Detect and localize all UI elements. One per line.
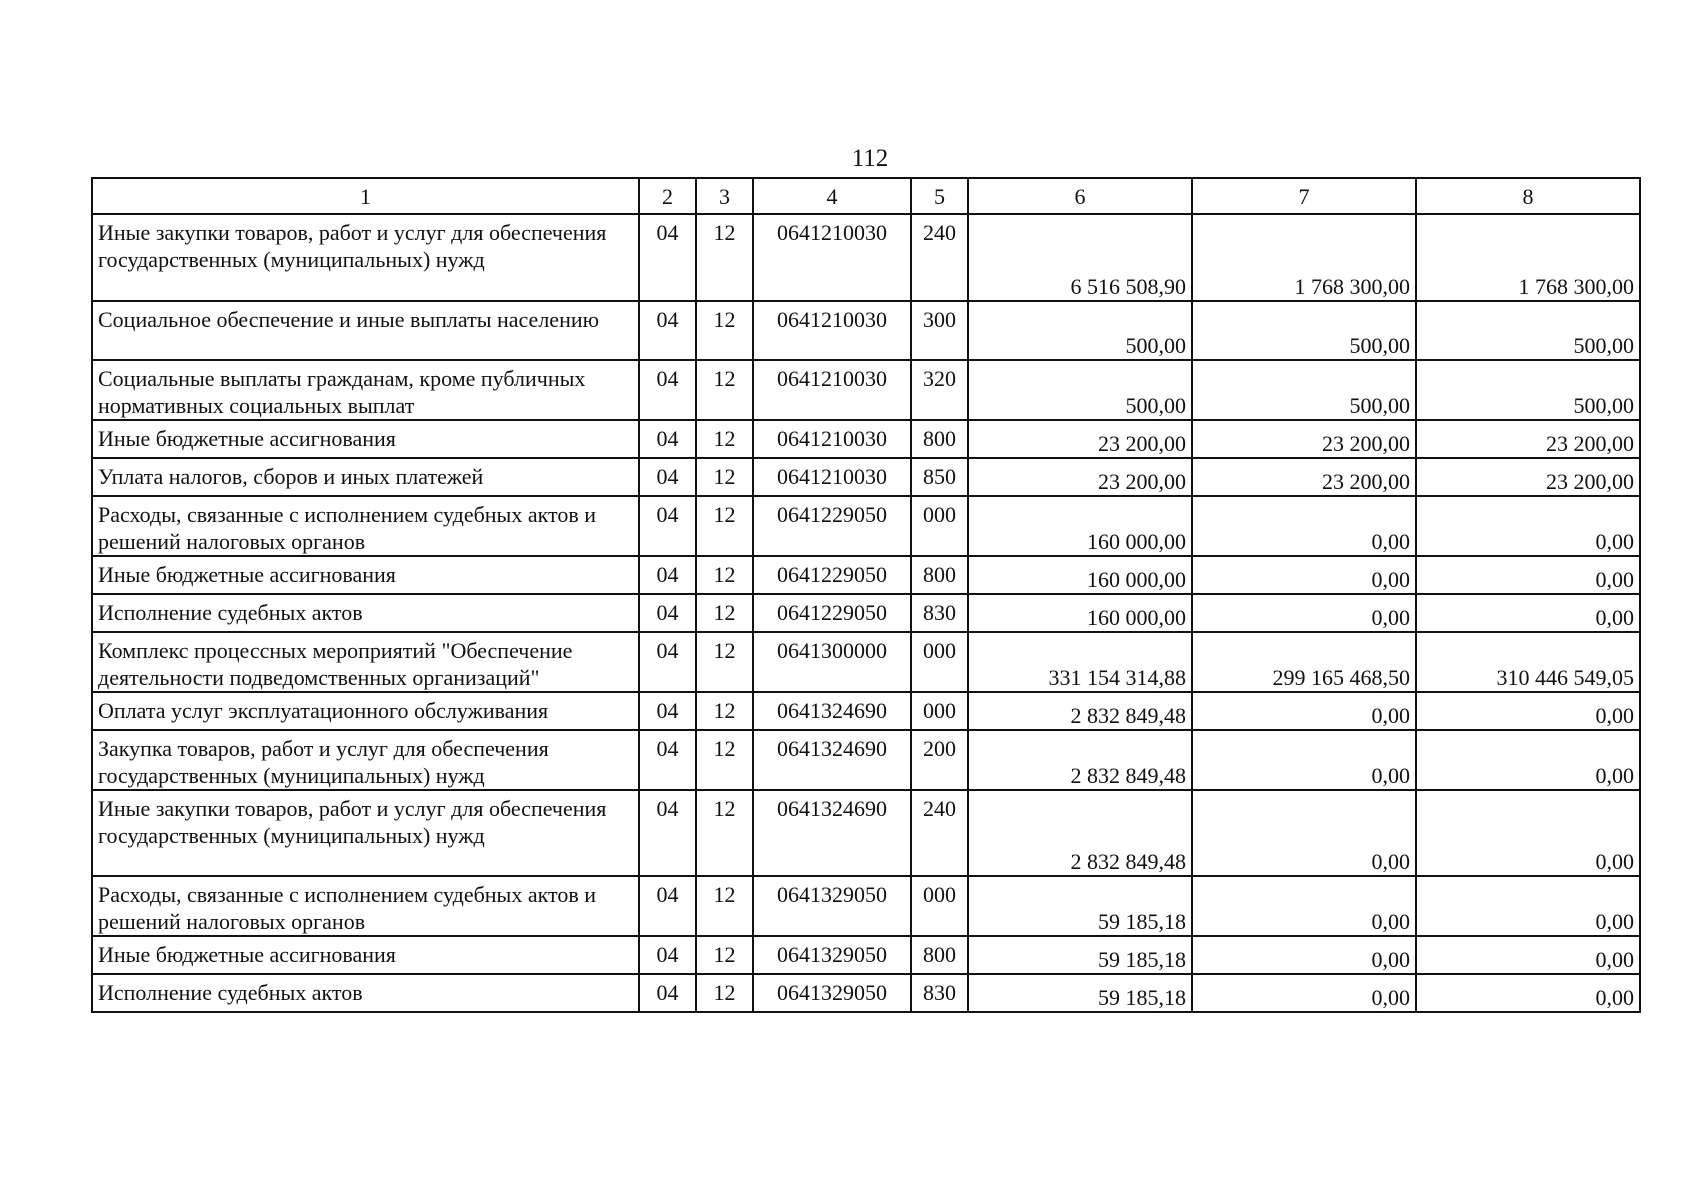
row-name: Иные бюджетные ассигнования <box>92 420 639 458</box>
amount-col8: 0,00 <box>1416 876 1640 936</box>
amount-col8: 1 768 300,00 <box>1416 214 1640 301</box>
row-name: Уплата налогов, сборов и иных платежей <box>92 458 639 496</box>
amount-col6: 2 832 849,48 <box>968 790 1192 876</box>
section-code: 04 <box>639 876 696 936</box>
row-name: Социальное обеспечение и иные выплаты населению <box>92 301 639 360</box>
row-name: Исполнение судебных актов <box>92 974 639 1012</box>
subsection-code: 12 <box>696 556 753 594</box>
column-header: 7 <box>1192 178 1416 214</box>
amount-col6: 500,00 <box>968 360 1192 420</box>
expense-type-code: 300 <box>911 301 968 360</box>
amount-col7: 0,00 <box>1192 556 1416 594</box>
amount-col6: 331 154 314,88 <box>968 632 1192 692</box>
expense-type-code: 850 <box>911 458 968 496</box>
target-article-code: 0641210030 <box>753 301 911 360</box>
target-article-code: 0641324690 <box>753 790 911 876</box>
subsection-code: 12 <box>696 632 753 692</box>
amount-col8: 0,00 <box>1416 594 1640 632</box>
section-code: 04 <box>639 360 696 420</box>
amount-col6: 59 185,18 <box>968 936 1192 974</box>
section-code: 04 <box>639 420 696 458</box>
section-code: 04 <box>639 556 696 594</box>
subsection-code: 12 <box>696 730 753 790</box>
target-article-code: 0641229050 <box>753 594 911 632</box>
expense-type-code: 200 <box>911 730 968 790</box>
amount-col8: 310 446 549,05 <box>1416 632 1640 692</box>
row-name: Расходы, связанные с исполнением судебных актов и решений налоговых органов <box>92 876 639 936</box>
row-name: Исполнение судебных актов <box>92 594 639 632</box>
amount-col8: 0,00 <box>1416 790 1640 876</box>
table-row <box>92 458 1640 496</box>
amount-col7: 500,00 <box>1192 301 1416 360</box>
amount-col7: 0,00 <box>1192 730 1416 790</box>
target-article-code: 0641210030 <box>753 420 911 458</box>
amount-col7: 0,00 <box>1192 790 1416 876</box>
section-code: 04 <box>639 496 696 556</box>
row-name: Иные бюджетные ассигнования <box>92 936 639 974</box>
amount-col7: 0,00 <box>1192 594 1416 632</box>
amount-col6: 160 000,00 <box>968 496 1192 556</box>
expense-type-code: 800 <box>911 556 968 594</box>
amount-col6: 59 185,18 <box>968 876 1192 936</box>
subsection-code: 12 <box>696 790 753 876</box>
table-row <box>92 876 1640 936</box>
amount-col6: 160 000,00 <box>968 556 1192 594</box>
row-name: Иные бюджетные ассигнования <box>92 556 639 594</box>
amount-col7: 0,00 <box>1192 496 1416 556</box>
table-row <box>92 420 1640 458</box>
target-article-code: 0641210030 <box>753 360 911 420</box>
section-code: 04 <box>639 974 696 1012</box>
expense-type-code: 000 <box>911 876 968 936</box>
amount-col8: 0,00 <box>1416 730 1640 790</box>
target-article-code: 0641329050 <box>753 936 911 974</box>
expense-type-code: 240 <box>911 214 968 301</box>
table-row <box>92 730 1640 790</box>
target-article-code: 0641329050 <box>753 876 911 936</box>
expense-type-code: 830 <box>911 594 968 632</box>
row-name: Закупка товаров, работ и услуг для обеспечения государственных (муниципальных) нужд <box>92 730 639 790</box>
expense-type-code: 240 <box>911 790 968 876</box>
column-header: 3 <box>696 178 753 214</box>
table-row <box>92 556 1640 594</box>
target-article-code: 0641329050 <box>753 974 911 1012</box>
subsection-code: 12 <box>696 876 753 936</box>
target-article-code: 0641229050 <box>753 496 911 556</box>
amount-col8: 500,00 <box>1416 360 1640 420</box>
amount-col8: 0,00 <box>1416 692 1640 730</box>
table-row <box>92 214 1640 301</box>
subsection-code: 12 <box>696 496 753 556</box>
subsection-code: 12 <box>696 936 753 974</box>
column-header: 1 <box>92 178 639 214</box>
row-name: Комплекс процессных мероприятий "Обеспечение деятельности подведомственных организаций" <box>92 632 639 692</box>
amount-col8: 0,00 <box>1416 936 1640 974</box>
amount-col8: 0,00 <box>1416 556 1640 594</box>
amount-col6: 23 200,00 <box>968 458 1192 496</box>
expense-type-code: 000 <box>911 632 968 692</box>
table-row <box>92 594 1640 632</box>
row-name: Оплата услуг эксплуатационного обслуживания <box>92 692 639 730</box>
expense-type-code: 800 <box>911 420 968 458</box>
amount-col7: 0,00 <box>1192 974 1416 1012</box>
amount-col8: 500,00 <box>1416 301 1640 360</box>
amount-col6: 160 000,00 <box>968 594 1192 632</box>
expense-type-code: 000 <box>911 692 968 730</box>
section-code: 04 <box>639 594 696 632</box>
expense-type-code: 000 <box>911 496 968 556</box>
table-header-row <box>92 178 1640 214</box>
amount-col7: 23 200,00 <box>1192 420 1416 458</box>
section-code: 04 <box>639 936 696 974</box>
row-name: Иные закупки товаров, работ и услуг для обеспечения государственных (муниципальных) нужд <box>92 790 639 876</box>
amount-col8: 0,00 <box>1416 974 1640 1012</box>
section-code: 04 <box>639 790 696 876</box>
amount-col7: 1 768 300,00 <box>1192 214 1416 301</box>
amount-col8: 23 200,00 <box>1416 458 1640 496</box>
table-row <box>92 632 1640 692</box>
section-code: 04 <box>639 632 696 692</box>
table-row <box>92 936 1640 974</box>
amount-col7: 299 165 468,50 <box>1192 632 1416 692</box>
amount-col7: 500,00 <box>1192 360 1416 420</box>
column-header: 4 <box>753 178 911 214</box>
page-number: 112 <box>851 145 889 172</box>
section-code: 04 <box>639 214 696 301</box>
subsection-code: 12 <box>696 692 753 730</box>
table-row <box>92 301 1640 360</box>
amount-col7: 0,00 <box>1192 936 1416 974</box>
target-article-code: 0641324690 <box>753 692 911 730</box>
amount-col6: 2 832 849,48 <box>968 692 1192 730</box>
table-row <box>92 974 1640 1012</box>
target-article-code: 0641229050 <box>753 556 911 594</box>
amount-col6: 500,00 <box>968 301 1192 360</box>
subsection-code: 12 <box>696 974 753 1012</box>
table-row <box>92 496 1640 556</box>
subsection-code: 12 <box>696 458 753 496</box>
expense-type-code: 830 <box>911 974 968 1012</box>
row-name: Иные закупки товаров, работ и услуг для обеспечения государственных (муниципальных) нужд <box>92 214 639 301</box>
table-row <box>92 360 1640 420</box>
section-code: 04 <box>639 692 696 730</box>
column-header: 8 <box>1416 178 1640 214</box>
subsection-code: 12 <box>696 360 753 420</box>
section-code: 04 <box>639 730 696 790</box>
subsection-code: 12 <box>696 594 753 632</box>
budget-table <box>91 177 1641 1013</box>
subsection-code: 12 <box>696 214 753 301</box>
table-row <box>92 790 1640 876</box>
amount-col6: 2 832 849,48 <box>968 730 1192 790</box>
target-article-code: 0641210030 <box>753 458 911 496</box>
column-header: 6 <box>968 178 1192 214</box>
subsection-code: 12 <box>696 420 753 458</box>
amount-col7: 0,00 <box>1192 876 1416 936</box>
row-name: Социальные выплаты гражданам, кроме публичных нормативных социальных выплат <box>92 360 639 420</box>
amount-col8: 23 200,00 <box>1416 420 1640 458</box>
amount-col6: 23 200,00 <box>968 420 1192 458</box>
amount-col7: 0,00 <box>1192 692 1416 730</box>
row-name: Расходы, связанные с исполнением судебных актов и решений налоговых органов <box>92 496 639 556</box>
column-header: 5 <box>911 178 968 214</box>
target-article-code: 0641300000 <box>753 632 911 692</box>
section-code: 04 <box>639 458 696 496</box>
column-header: 2 <box>639 178 696 214</box>
target-article-code: 0641324690 <box>753 730 911 790</box>
amount-col7: 23 200,00 <box>1192 458 1416 496</box>
target-article-code: 0641210030 <box>753 214 911 301</box>
amount-col6: 6 516 508,90 <box>968 214 1192 301</box>
subsection-code: 12 <box>696 301 753 360</box>
table-row <box>92 692 1640 730</box>
amount-col8: 0,00 <box>1416 496 1640 556</box>
section-code: 04 <box>639 301 696 360</box>
expense-type-code: 800 <box>911 936 968 974</box>
amount-col6: 59 185,18 <box>968 974 1192 1012</box>
expense-type-code: 320 <box>911 360 968 420</box>
